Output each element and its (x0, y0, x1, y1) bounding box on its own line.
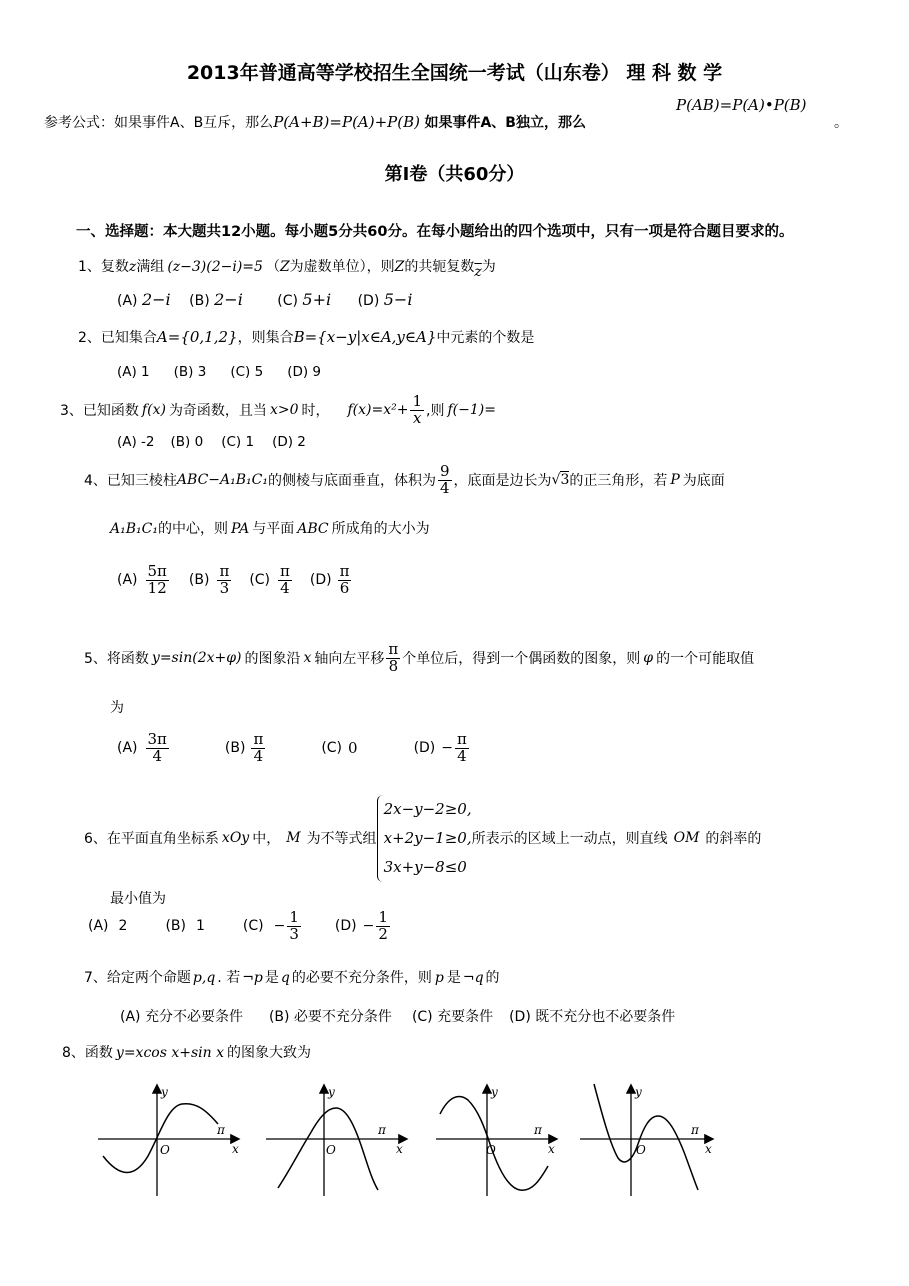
q1-conjugate: $\overline{z}$ (474, 264, 482, 280)
q5-option-b-label: (B) (224, 740, 246, 757)
q6-option-d-value (376, 910, 390, 943)
q3-condition: x>0 (269, 402, 299, 418)
q4-pa: PA (230, 521, 250, 537)
q2-text-b: ，则集合 (237, 330, 294, 346)
q1-var-z: z (128, 259, 137, 275)
q8-graph-d (580, 1084, 712, 1196)
q2-options (117, 364, 321, 380)
q1-var-Z: Z (279, 259, 290, 275)
q6-c-num: 1 (289, 908, 299, 926)
q5-option-d-sign: − (441, 740, 454, 757)
graph-b-pi: π (378, 1123, 386, 1137)
q3-options (117, 434, 306, 450)
graph-c-y-label: y (491, 1085, 498, 1099)
q1-option-d-value: 5−i (383, 290, 413, 309)
q5-option-d-value (455, 732, 469, 765)
q6-option-c-label: (C) (242, 918, 264, 935)
q6-text-c: 为不等式组 (306, 831, 377, 847)
q5-shift-den: 8 (388, 656, 399, 675)
q1-equation: (z−3)(2−i)=5 (167, 259, 263, 275)
q5-axis: x (303, 650, 312, 666)
q3-frac-num: 1 (412, 391, 423, 410)
formula-mutual-exclusive: P(A+B)=P(A)+P(B) (273, 113, 420, 131)
q1-option-c-value: 5+i (302, 290, 332, 309)
q6-text-d: 所表示的区域上一动点，则直线 (471, 831, 668, 847)
q1-text-a: 1、复数 (78, 259, 129, 275)
question-3 (60, 388, 496, 432)
q5-option-d-label: (D) (413, 740, 436, 757)
graph-d-origin: O (636, 1143, 646, 1157)
question-7 (84, 967, 500, 987)
question-2 (78, 327, 534, 347)
q4-sqrt: √3 (551, 472, 570, 488)
q5-b-den: 4 (253, 746, 264, 765)
q6-d-den: 2 (378, 924, 388, 943)
q6-option-c-sign: − (273, 918, 286, 935)
question-1 (78, 256, 496, 280)
q1-text-e: 的共轭复数 (404, 259, 475, 275)
q2-text-c: 中元素的个数是 (436, 330, 535, 346)
q4-b-den: 3 (219, 578, 230, 597)
q6-inequality-system (377, 795, 472, 882)
q1-option-b-label: (B) (189, 293, 210, 309)
q5-a-num: 3π (147, 730, 167, 748)
q4-a-den: 12 (147, 578, 167, 597)
q5-text-a: 5、将函数 (84, 651, 149, 667)
q4-option-c-value (278, 564, 292, 597)
q8-text-b: 的图象大致为 (227, 1045, 312, 1061)
q3-text-b: 为奇函数，且当 (168, 403, 267, 419)
q6-option-d-sign: − (362, 918, 375, 935)
graph-b-x-label: x (396, 1142, 403, 1156)
q6-point-m: M (286, 830, 301, 846)
q6-text-e: 的斜率的 (705, 831, 762, 847)
q4-plane: ABC (297, 521, 329, 537)
q4-prism: ABC−A₁B₁C₁ (176, 472, 268, 488)
formula-end: 。 (834, 115, 848, 131)
q3-option-a: (A) -2 (117, 434, 155, 450)
q7-text-f: 的 (485, 970, 500, 986)
q6-line-2: 最小值为 (110, 891, 166, 907)
q7-text-c: 是 (264, 970, 279, 986)
q2-option-c: (C) 5 (230, 364, 264, 380)
graph-a-y-label: y (161, 1085, 168, 1099)
q5-option-b-value (251, 732, 265, 765)
q4-a-num: 5π (147, 562, 167, 580)
q3-text-d: ,则 (426, 403, 445, 419)
graph-a-x-label: x (232, 1142, 239, 1156)
q4-volume (438, 461, 452, 497)
question-4 (84, 456, 725, 504)
question-4-line-2 (110, 518, 430, 538)
q6-option-c-value (287, 910, 301, 943)
q8-function: y=xcos x+sin x (115, 1045, 225, 1061)
q5-phi: φ (643, 650, 654, 666)
formula-prefix: 参考公式：如果事件A、B互斥，那么 (44, 115, 274, 131)
q1-option-d-label: (D) (357, 293, 380, 309)
q7-propositions: p,q (192, 970, 216, 986)
q5-option-c-value: 0 (348, 739, 358, 758)
q5-function: y=sin(2x+φ) (151, 650, 242, 666)
q6-options (88, 910, 392, 943)
q4-d-den: 6 (339, 578, 350, 597)
q3-option-b: (B) 0 (170, 434, 204, 450)
q4-vol-num: 9 (439, 461, 450, 480)
q7-text-e: 是 (446, 970, 461, 986)
q4-option-d-label: (D) (309, 572, 332, 589)
q4-text-c: ，底面是边长为 (453, 473, 552, 489)
q5-line-2: 为 (110, 700, 124, 716)
graph-b-y-label: y (328, 1085, 335, 1099)
q5-shift-num: π (388, 639, 399, 658)
q8-graph-b (266, 1085, 406, 1196)
graph-b-origin: O (326, 1143, 336, 1157)
q1-var-Z2: Z (394, 259, 405, 275)
q4-option-a-label: (A) (117, 572, 138, 589)
q1-option-a-label: (A) (117, 293, 138, 309)
q2-option-b: (B) 3 (173, 364, 207, 380)
question-8 (62, 1042, 311, 1062)
q3-text-c: 时， (301, 403, 330, 419)
q5-shift (386, 639, 400, 675)
q7-text-d: 的必要不充分条件，则 (291, 970, 432, 986)
q1-option-a-value: 2−i (141, 290, 171, 309)
q4-text-b: 的侧棱与底面垂直，体积为 (267, 473, 436, 489)
q4-option-b-value (217, 564, 231, 597)
q4-vol-den: 4 (439, 478, 450, 497)
q8-text-a: 8、函数 (62, 1045, 113, 1061)
q4-text-e: 为底面 (682, 473, 725, 489)
q1-text-f: 为 (481, 259, 496, 275)
q7-text-a: 7、给定两个命题 (84, 970, 191, 986)
q4-d-num: π (339, 562, 350, 580)
q1-option-c-label: (C) (277, 293, 298, 309)
q7-option-a: (A) 充分不必要条件 (120, 1009, 243, 1025)
q5-text-b: 的图象沿 (244, 651, 301, 667)
q6-option-b-value: 1 (195, 918, 205, 935)
section-title: 第Ⅰ卷（共60分） (384, 164, 525, 185)
graph-c-x-label: x (548, 1142, 555, 1156)
q6-text-a: 6、在平面直角坐标系 (84, 831, 219, 847)
q5-text-e: 的一个可能取值 (656, 651, 755, 667)
q4-text-f: 的中心，则 (157, 521, 228, 537)
q5-a-den: 4 (152, 746, 162, 765)
q7-text-b: . 若 (217, 970, 241, 986)
q6-coord-system: xOy (221, 830, 250, 846)
q6-ineq-1: 2x−y−2≥0, (383, 799, 472, 818)
q7-q: q (280, 970, 290, 986)
q1-text-c: （ (265, 259, 280, 275)
q2-set-a: A={0,1,2} (156, 328, 238, 346)
q5-b-num: π (253, 730, 264, 748)
q4-text-h: 所成角的大小为 (331, 521, 430, 537)
graph-d-y-label: y (635, 1085, 642, 1099)
q6-ineq-3: 3x+y−8≤0 (383, 857, 467, 876)
q6-ineq-2: x+2y−1≥0, (383, 828, 472, 847)
q2-option-a: (A) 1 (117, 364, 150, 380)
q7-not-p: ¬p (242, 970, 263, 986)
graph-c-pi: π (534, 1123, 542, 1137)
graph-a-pi: π (217, 1123, 225, 1137)
q7-not-q: ¬q (462, 970, 484, 986)
q2-text-a: 2、已知集合 (78, 330, 157, 346)
q7-p: p (434, 970, 444, 986)
q4-c-den: 4 (280, 578, 290, 597)
question-5 (84, 634, 754, 682)
q1-option-b-value: 2−i (214, 290, 243, 309)
q5-option-a-value (146, 732, 169, 765)
q3-option-d: (D) 2 (272, 434, 306, 450)
q1-text-b: 满组 (136, 259, 165, 275)
q6-option-b-label: (B) (165, 918, 186, 935)
q3-option-c: (C) 1 (221, 434, 255, 450)
instructions: 一、选择题：本大题共12小题。每小题5分共60分。在每小题给出的四个选项中，只有一项是符合题目要求的。 (76, 224, 794, 240)
q3-ask: f(−1)= (447, 402, 496, 418)
q4-base: A₁B₁C₁ (110, 521, 158, 537)
q5-d-den: 4 (457, 746, 467, 765)
reference-formulas (44, 112, 586, 132)
q4-option-a-value (146, 564, 169, 597)
q6-line-om: OM (673, 830, 700, 846)
q8-graph-c (436, 1085, 556, 1196)
q6-d-num: 1 (378, 908, 388, 926)
q7-option-d: (D) 既不充分也不必要条件 (509, 1009, 676, 1025)
graph-a-origin: O (160, 1143, 170, 1157)
q5-option-a-label: (A) (117, 740, 138, 757)
q8-graphs (0, 1070, 909, 1210)
q7-option-c: (C) 充要条件 (411, 1009, 494, 1025)
q4-text-g: 与平面 (252, 521, 295, 537)
q4-b-num: π (219, 562, 230, 580)
q6-option-a-label: (A) (88, 918, 109, 935)
q5-option-c-label: (C) (321, 740, 343, 757)
question-6 (84, 794, 761, 882)
q4-text-a: 4、已知三棱柱 (84, 473, 177, 489)
exam-title: 2013年普通高等学校招生全国统一考试（山东卷） 理 科 数 学 (186, 62, 723, 84)
q1-options (117, 290, 426, 309)
q7-options (120, 1006, 675, 1026)
q3-frac-den: x (413, 408, 422, 427)
q6-option-d-label: (D) (334, 918, 357, 935)
q4-option-b-label: (B) (188, 572, 210, 589)
graph-c-origin: O (486, 1143, 496, 1157)
q2-option-d: (D) 9 (287, 364, 321, 380)
q3-fx: f(x) (141, 402, 166, 418)
q3-fraction (410, 391, 424, 427)
q4-option-c-label: (C) (249, 572, 271, 589)
q6-option-a-value: 2 (118, 918, 128, 935)
q8-graph-a (98, 1085, 239, 1196)
q3-eq-left: f(x)=x²+ (347, 402, 409, 418)
graph-d-x-label: x (705, 1142, 712, 1156)
q5-text-d: 个单位后，得到一个偶函数的图象，则 (402, 651, 641, 667)
q4-options (117, 564, 351, 597)
q6-text-b: 中， (252, 831, 281, 847)
q4-c-num: π (280, 562, 290, 580)
q1-text-d: 为虚数单位），则 (289, 259, 395, 275)
q6-c-den: 3 (289, 924, 299, 943)
q7-option-b: (B) 必要不充分条件 (268, 1009, 392, 1025)
q4-text-d: 的正三角形，若 (569, 473, 668, 489)
q4-point-p: P (670, 472, 680, 488)
graph-d-pi: π (691, 1123, 699, 1137)
q4-option-d-value (338, 564, 352, 597)
q5-options (117, 732, 471, 765)
formula-independent: P(AB)=P(A)•P(B) (676, 96, 807, 114)
q2-set-b: B={x−y|x∈A,y∈A} (293, 328, 437, 346)
q5-d-num: π (457, 730, 467, 748)
formula-mid: 如果事件A、B独立，那么 (424, 115, 586, 131)
q4-sqrt-value: 3 (560, 472, 570, 488)
q5-text-c: 轴向左平移 (314, 651, 385, 667)
q3-text-a: 3、已知函数 (60, 403, 139, 419)
